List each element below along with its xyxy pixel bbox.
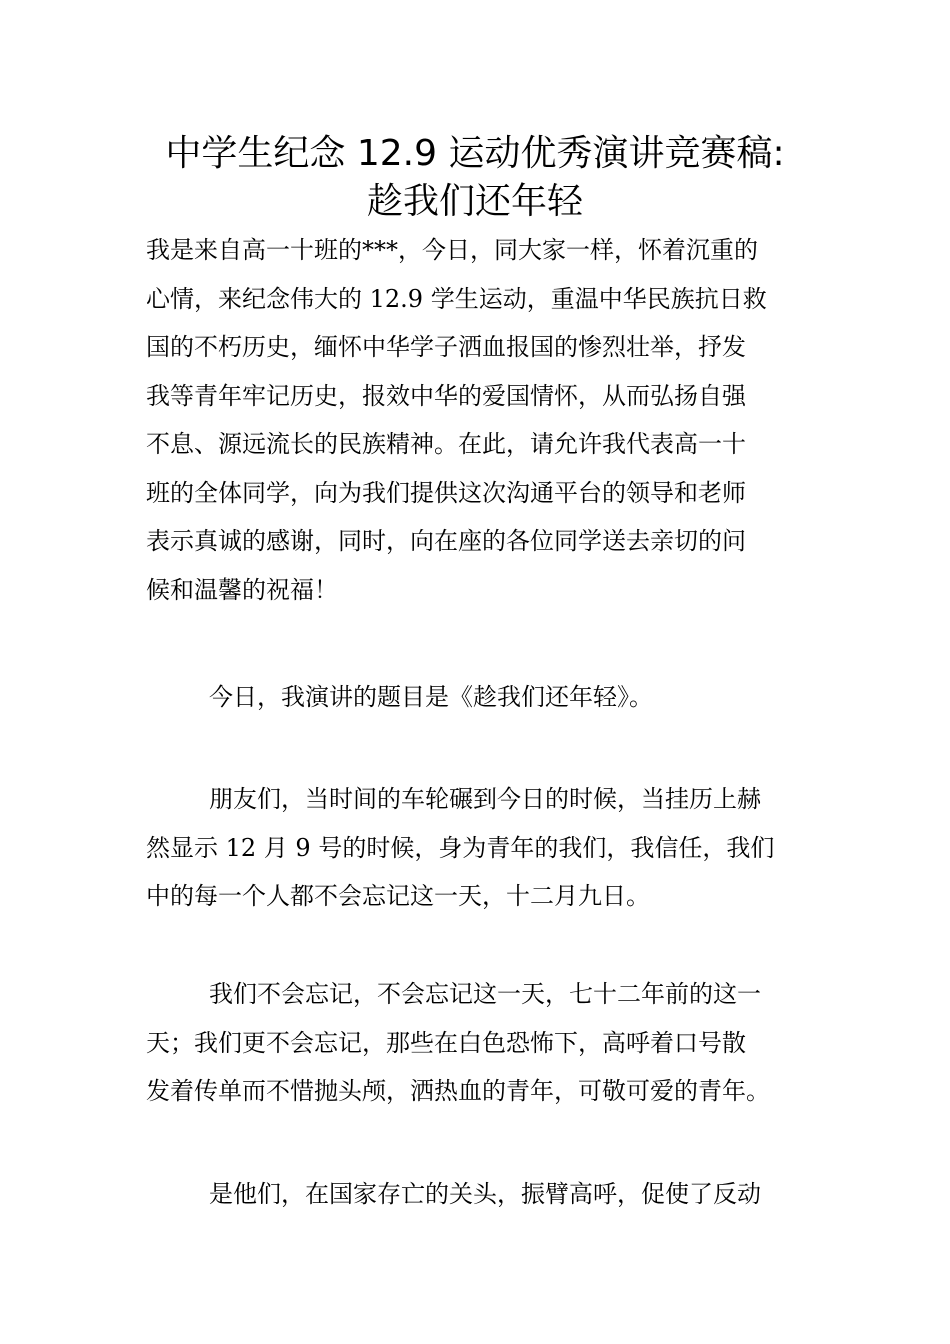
text-line: 然显示 12 月 9 号的时候，身为青年的我们，我信任，我们 — [146, 833, 775, 862]
document-title-line-2: 趁我们还年轻 — [366, 181, 583, 222]
paragraph-topic — [146, 673, 816, 722]
text-line: 表示真诚的感谢，同时，向在座的各位同学送去亲切的问 — [146, 527, 746, 555]
text-line: 班的全体同学，向为我们提供这次沟通平台的领导和老师 — [146, 478, 746, 507]
text-line: 心情，来纪念伟大的 12.9 学生运动，重温中华民族抗日救 — [146, 284, 767, 313]
paragraph-friends — [146, 775, 816, 921]
text-line: 是他们，在国家存亡的关头，振臂高呼，促使了反动 — [209, 1180, 761, 1208]
text-line: 我们不会忘记，不会忘记这一天，七十二年前的这一 — [209, 980, 761, 1008]
text-line: 发着传单而不惜抛头颅，洒热血的青年，可敬可爱的青年。 — [146, 1077, 770, 1105]
document-title-line-1: 中学生纪念 12.9 运动优秀演讲竞赛稿: — [165, 133, 785, 174]
paragraph-remember — [146, 970, 816, 1116]
paragraph-intro — [146, 226, 816, 614]
text-line: 朋友们，当时间的车轮碾到今日的时候，当挂历上赫 — [209, 785, 761, 813]
text-line: 国的不朽历史，缅怀中华学子洒血报国的惨烈壮举，抒发 — [146, 333, 746, 361]
text-line: 中的每一个人都不会忘记这一天，十二月九日。 — [146, 882, 650, 910]
text-line: 我等青年牢记历史，报效中华的爱国情怀，从而弘扬自强 — [146, 381, 746, 410]
paragraph-them — [146, 1170, 816, 1219]
text-line: 天；我们更不会忘记，那些在白色恐怖下，高呼着口号散 — [146, 1028, 746, 1057]
text-line: 我是来自高一十班的***，今日，同大家一样，怀着沉重的 — [146, 236, 758, 264]
text-line: 不息、源远流长的民族精神。在此，请允许我代表高一十 — [146, 430, 746, 458]
text-line: 今日，我演讲的题目是《趁我们还年轻》。 — [209, 683, 653, 711]
text-line: 候和温馨的祝福！ — [146, 575, 338, 604]
